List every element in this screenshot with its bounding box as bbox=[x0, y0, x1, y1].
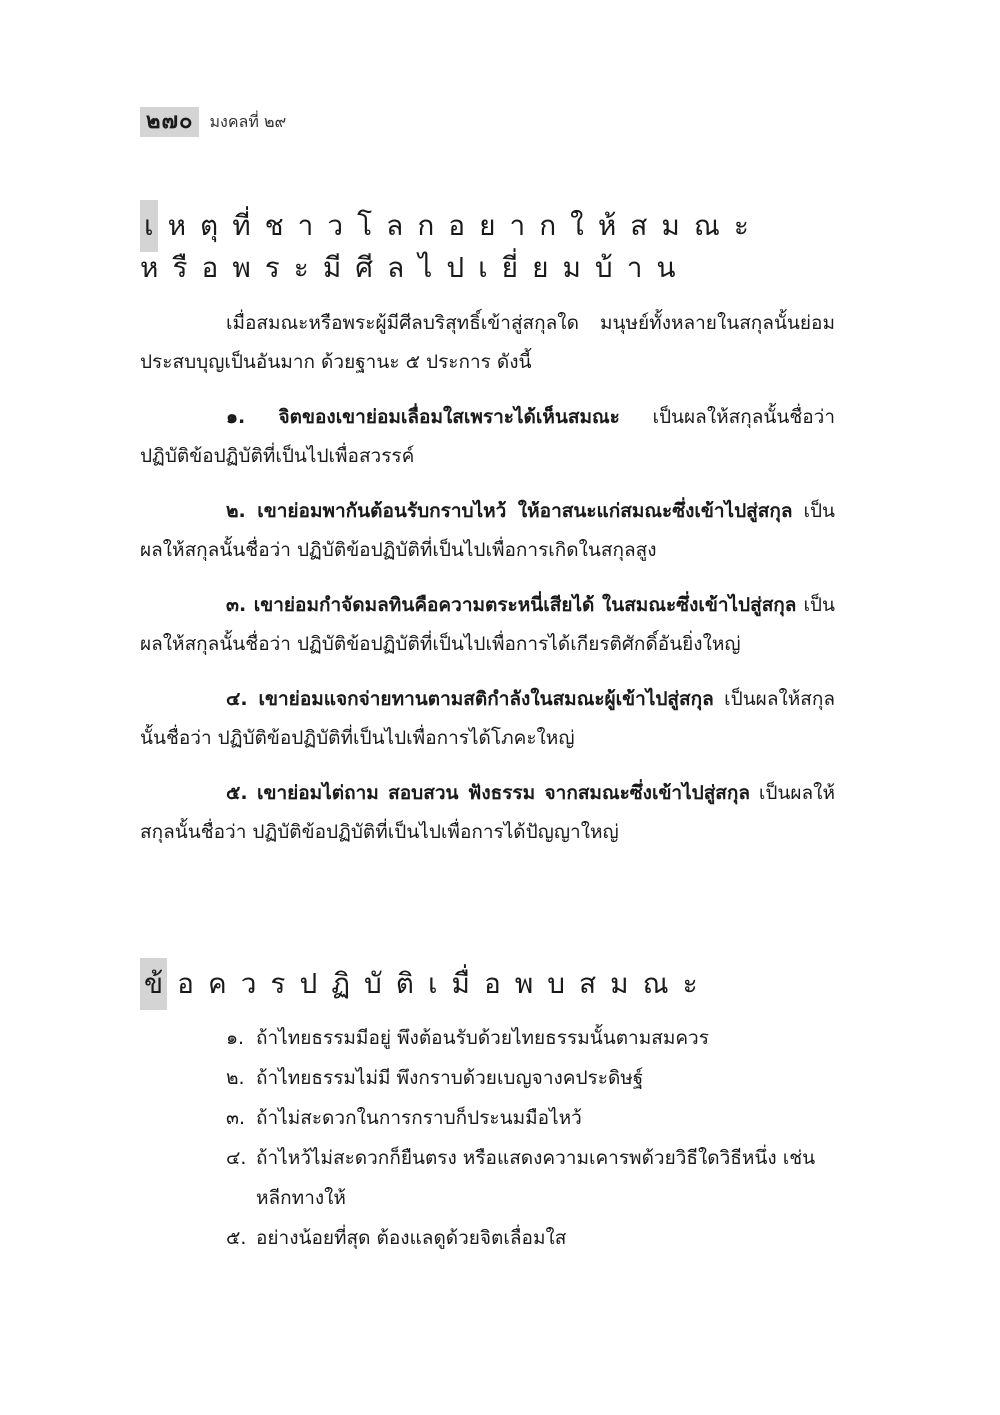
list-item-text: ถ้าไม่สะดวกในการกราบก็ประนมมือไหว้ bbox=[256, 1107, 582, 1129]
list-item bbox=[226, 1058, 836, 1098]
list-item-number: ๑. bbox=[226, 1027, 245, 1049]
benefit-item-2 bbox=[140, 492, 835, 570]
practice-list bbox=[226, 1018, 836, 1258]
list-item-number: ๔. bbox=[226, 1147, 247, 1169]
benefit-item-2-bold: ๒. เขาย่อมพากันต้อนรับกราบไหว้ ให้อาสนะแก่สมณะซึ่งเข้าไปสู่สกุล bbox=[226, 500, 793, 522]
list-item-number: ๒. bbox=[226, 1067, 245, 1089]
benefit-item-1 bbox=[140, 398, 835, 476]
list-item-text: ถ้าไทยธรรมไม่มี พึงกราบด้วยเบญจางคประดิษฐ์ bbox=[256, 1067, 644, 1089]
list-item-number: ๓. bbox=[226, 1107, 246, 1129]
section1-title-line1-text: หตุที่ชาวโลกอยากให้สมณะ bbox=[167, 209, 763, 242]
benefit-item-3 bbox=[140, 586, 835, 664]
list-item bbox=[226, 1218, 836, 1258]
benefit-item-5-text: เป็นผลให้สกุลนั้นชื่อว่า ปฏิบัติข้อปฏิบัติที่เป็นไปเพื่อการได้ปัญญาใหญ่ bbox=[140, 782, 835, 843]
running-header bbox=[140, 107, 286, 137]
list-item-text: ถ้าไหว้ไม่สะดวกก็ยืนตรง หรือแสดงความเคารพด้วยวิธีใดวิธีหนึ่ง เช่น หลีกทางให้ bbox=[256, 1147, 816, 1209]
benefit-item-4-text: เป็นผลให้สกุลนั้นชื่อว่า ปฏิบัติข้อปฏิบัติที่เป็นไปเพื่อการได้โภคะใหญ่ bbox=[140, 688, 836, 749]
benefit-item-1-bold: ๑. จิตของเขาย่อมเลื่อมใสเพราะได้เห็นสมณะ bbox=[226, 406, 620, 428]
section2-title bbox=[140, 958, 712, 1010]
benefit-item-3-text: เป็นผลให้สกุลนั้นชื่อว่า ปฏิบัติข้อปฏิบัติที่เป็นไปเพื่อการได้เกียรติศักดิ์อันยิ่งใหญ่ bbox=[140, 594, 835, 655]
list-item-text: อย่างน้อยที่สุด ต้องแลดูด้วยจิตเลื่อมใส bbox=[256, 1227, 567, 1249]
list-item-text: ถ้าไทยธรรมมีอยู่ พึงต้อนรับด้วยไทยธรรมนั้นตามสมควร bbox=[256, 1027, 709, 1049]
list-item bbox=[226, 1138, 836, 1218]
section2-title-text: อควรปฏิบัติเมื่อพบสมณะ bbox=[177, 967, 712, 1000]
section1-title-initial: เ bbox=[140, 200, 158, 252]
intro-paragraph: เมื่อสมณะหรือพระผู้มีศีลบริสุทธิ์เข้าสู่สกุลใด มนุษย์ทั้งหลายในสกุลนั้นย่อมประสบบุญเป็นอันมาก ด้วยฐานะ ๕ ประการ ดังนี้ bbox=[140, 312, 835, 373]
benefit-item-3-bold: ๓. เขาย่อมกำจัดมลทินคือความตระหนี่เสียได้ ในสมณะซึ่งเข้าไปสู่สกุล bbox=[226, 594, 797, 616]
section-label: มงคลที่ ๒๙ bbox=[209, 111, 287, 131]
section1-body bbox=[140, 304, 835, 852]
list-item-number: ๕. bbox=[226, 1227, 247, 1249]
section2-title-initial: ข้ bbox=[140, 958, 167, 1010]
benefit-item-4 bbox=[140, 680, 835, 758]
benefit-item-5-bold: ๕. เขาย่อมไต่ถาม สอบสวน ฟังธรรม จากสมณะซึ่งเข้าไปสู่สกุล bbox=[226, 782, 751, 804]
page-number: ๒๗๐ bbox=[140, 107, 199, 137]
benefit-item-5 bbox=[140, 774, 835, 852]
benefit-item-4-bold: ๔. เขาย่อมแจกจ่ายทานตามสติกำลังในสมณะผู้เข้าไปสู่สกุล bbox=[226, 688, 714, 710]
list-item bbox=[226, 1018, 836, 1058]
section1-title-line2: หรือพระมีศีลไปเยี่ยมบ้าน bbox=[140, 251, 690, 284]
benefit-item-2-text: เป็นผลให้สกุลนั้นชื่อว่า ปฏิบัติข้อปฏิบัติที่เป็นไปเพื่อการเกิดในสกุลสูง bbox=[140, 500, 835, 561]
benefit-item-1-text: เป็นผลให้สกุลนั้นชื่อว่า ปฏิบัติข้อปฏิบัติที่เป็นไปเพื่อสวรรค์ bbox=[140, 406, 835, 467]
list-item bbox=[226, 1098, 836, 1138]
